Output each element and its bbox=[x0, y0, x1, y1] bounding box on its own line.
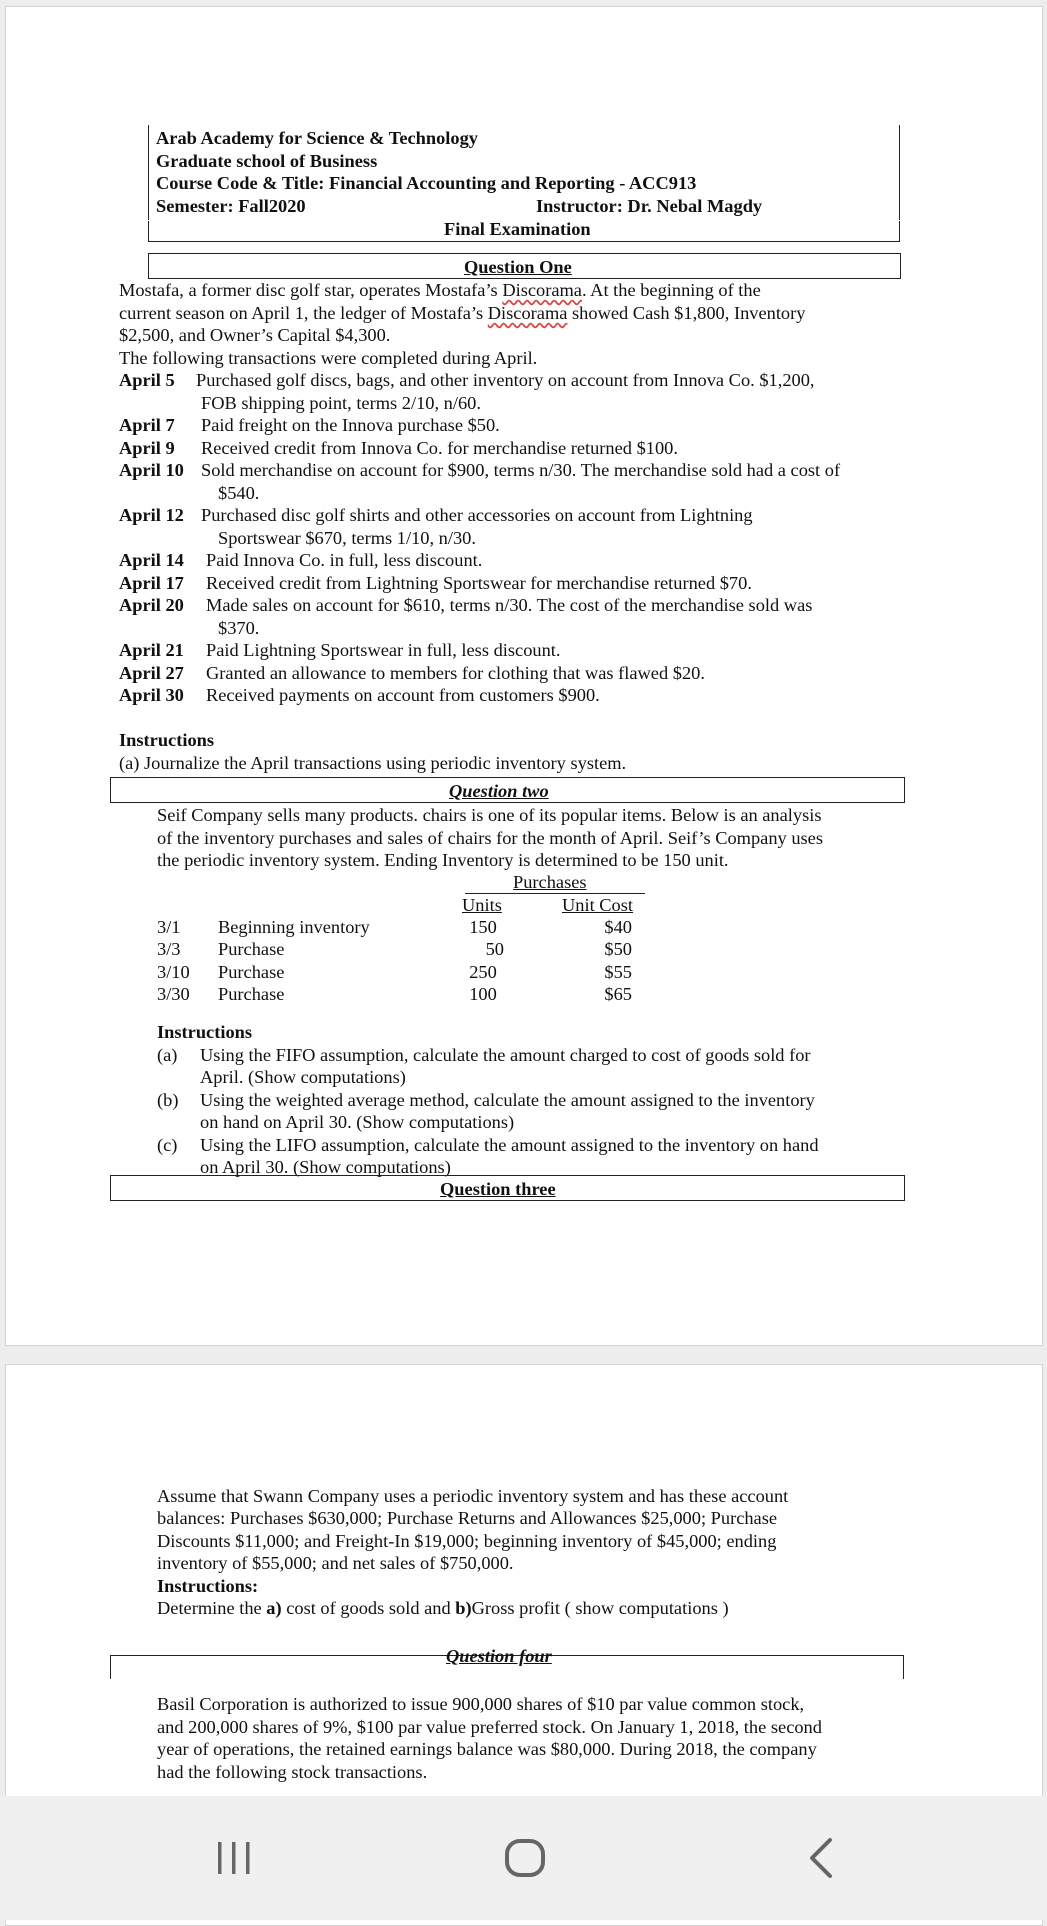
tx-text: Purchased golf discs, bags, and other inventory on account from Innova Co. $1,200, bbox=[196, 370, 815, 390]
q4-body-line-4: had the following stock transactions. bbox=[157, 1762, 428, 1782]
tx-date: April 14 bbox=[119, 550, 184, 570]
header-right-border bbox=[899, 125, 900, 220]
question-three-title: Question three bbox=[440, 1179, 556, 1199]
q4-body-line-1: Basil Corporation is authorized to issue 900,000 shares of $10 par value common stock, bbox=[157, 1694, 805, 1714]
row-desc: Purchase bbox=[218, 939, 285, 959]
q2-intro-line-1: Seif Company sells many products. chairs is one of its popular items. Below is an analysis bbox=[157, 805, 822, 825]
q4-body-line-2: and 200,000 shares of 9%, $100 par value preferred stock. On January 1, 2018, the second bbox=[157, 1717, 822, 1737]
q3-body-line-3: Discounts $11,000; and Freight-In $19,000; beginning inventory of $45,000; ending bbox=[157, 1531, 777, 1551]
q1-intro-line-1: Mostafa, a former disc golf star, operates Mostafa’s Discorama. At the beginning of the bbox=[119, 280, 761, 300]
tx-date: April 7 bbox=[119, 415, 175, 435]
recent-apps-icon[interactable] bbox=[214, 1838, 254, 1878]
row-desc: Purchase bbox=[218, 962, 285, 982]
tx-date: April 30 bbox=[119, 685, 184, 705]
question-four-left-border bbox=[110, 1655, 111, 1679]
tx-date: April 5 bbox=[119, 370, 175, 390]
row-date: 3/10 bbox=[157, 962, 190, 982]
row-desc: Purchase bbox=[218, 984, 285, 1004]
q3-body-line-4: inventory of $55,000; and net sales of $750,000. bbox=[157, 1553, 514, 1573]
q2-item-label: (c) bbox=[157, 1135, 178, 1155]
tx-text: Paid Lightning Sportswear in full, less discount. bbox=[206, 640, 561, 660]
q2-item-label: (b) bbox=[157, 1090, 179, 1110]
tx-text: Sportswear $670, terms 1/10, n/30. bbox=[218, 528, 476, 548]
q2-item-text: April. (Show computations) bbox=[200, 1067, 406, 1087]
tx-date: April 20 bbox=[119, 595, 184, 615]
row-units: 250 bbox=[469, 962, 497, 982]
tx-date: April 21 bbox=[119, 640, 184, 660]
back-icon[interactable] bbox=[802, 1836, 842, 1880]
row-units: 150 bbox=[469, 917, 497, 937]
header-right-border-lower bbox=[899, 221, 900, 241]
col-unit-cost-header: Unit Cost bbox=[562, 895, 634, 915]
row-cost: $40 bbox=[604, 917, 632, 937]
question-four-title: Question four bbox=[446, 1646, 552, 1666]
tx-text: Paid Innova Co. in full, less discount. bbox=[206, 550, 483, 570]
q1-intro-line-4: The following transactions were completed during April. bbox=[119, 348, 538, 368]
q2-item-label: (a) bbox=[157, 1045, 178, 1065]
tx-date: April 27 bbox=[119, 663, 184, 683]
col-units-header: Units bbox=[462, 895, 502, 915]
question-one-title: Question One bbox=[464, 257, 572, 277]
tx-text: Granted an allowance to members for clothing that was flawed $20. bbox=[206, 663, 705, 683]
system-navigation-bar bbox=[0, 1796, 1047, 1920]
question-four-right-border bbox=[903, 1655, 904, 1679]
tx-text: Received payments on account from customers $900. bbox=[206, 685, 600, 705]
q2-item-text: Using the weighted average method, calculate the amount assigned to the inventory bbox=[200, 1090, 815, 1110]
q2-intro-line-2: of the inventory purchases and sales of chairs for the month of April. Seif’s Company uses bbox=[157, 828, 824, 848]
instructor: Instructor: Dr. Nebal Magdy bbox=[536, 196, 763, 216]
school-name: Graduate school of Business bbox=[156, 151, 378, 171]
header-left-border bbox=[148, 125, 149, 220]
tx-text: Purchased disc golf shirts and other accessories on account from Lightning bbox=[201, 505, 753, 525]
tx-date: April 12 bbox=[119, 505, 184, 525]
row-date: 3/30 bbox=[157, 984, 190, 1004]
row-date: 3/1 bbox=[157, 917, 181, 937]
q4-body-line-3: year of operations, the retained earnings balance was $80,000. During 2018, the company bbox=[157, 1739, 817, 1759]
q3-determine: Determine the a) cost of goods sold and b)Gross profit ( show computations ) bbox=[157, 1598, 729, 1618]
tx-text: Paid freight on the Innova purchase $50. bbox=[201, 415, 500, 435]
q2-item-text: on hand on April 30. (Show computations) bbox=[200, 1112, 515, 1132]
q2-item-text: Using the LIFO assumption, calculate the amount assigned to the inventory on hand bbox=[200, 1135, 819, 1155]
tx-text: Received credit from Lightning Sportswear for merchandise returned $70. bbox=[206, 573, 752, 593]
row-date: 3/3 bbox=[157, 939, 181, 959]
purchases-group-header: Purchases bbox=[513, 872, 587, 892]
tx-text: $540. bbox=[218, 483, 260, 503]
q1-intro-line-2: current season on April 1, the ledger of Mostafa’s Discorama showed Cash $1,800, Inventory bbox=[119, 303, 806, 323]
exam-title: Final Examination bbox=[444, 219, 591, 239]
row-cost: $65 bbox=[604, 984, 632, 1004]
row-cost: $50 bbox=[604, 939, 632, 959]
q3-instructions-heading: Instructions: bbox=[157, 1576, 259, 1596]
q1-intro-line-3: $2,500, and Owner’s Capital $4,300. bbox=[119, 325, 391, 345]
row-units: 100 bbox=[469, 984, 497, 1004]
q2-item-text: on April 30. (Show computations) bbox=[200, 1157, 451, 1177]
q2-intro-line-3: the periodic inventory system. Ending Inventory is determined to be 150 unit. bbox=[157, 850, 729, 870]
header-left-border-lower bbox=[148, 221, 149, 241]
row-desc: Beginning inventory bbox=[218, 917, 370, 937]
header-bottom-rule bbox=[148, 241, 900, 242]
q1-instruction-a: (a) Journalize the April transactions using periodic inventory system. bbox=[119, 753, 627, 773]
exam-page-1 bbox=[5, 6, 1043, 1346]
row-units: 50 bbox=[485, 939, 504, 959]
tx-date: April 9 bbox=[119, 438, 175, 458]
course-title: Course Code & Title: Financial Accounting and Reporting - ACC913 bbox=[156, 173, 697, 193]
tx-date: April 17 bbox=[119, 573, 184, 593]
tx-text: Sold merchandise on account for $900, terms n/30. The merchandise sold had a cost of bbox=[201, 460, 841, 480]
q1-instructions-heading: Instructions bbox=[119, 730, 215, 750]
tx-text: Received credit from Innova Co. for merchandise returned $100. bbox=[201, 438, 678, 458]
tx-text: $370. bbox=[218, 618, 260, 638]
q3-body-line-2: balances: Purchases $630,000; Purchase Returns and Allowances $25,000; Purchase bbox=[157, 1508, 778, 1528]
semester: Semester: Fall2020 bbox=[156, 196, 306, 216]
institution-name: Arab Academy for Science & Technology bbox=[156, 128, 478, 148]
q2-instructions-heading: Instructions bbox=[157, 1022, 253, 1042]
home-icon[interactable] bbox=[503, 1836, 547, 1880]
tx-date: April 10 bbox=[119, 460, 184, 480]
row-cost: $55 bbox=[604, 962, 632, 982]
q2-item-text: Using the FIFO assumption, calculate the amount charged to cost of goods sold for bbox=[200, 1045, 811, 1065]
tx-text: Made sales on account for $610, terms n/30. The cost of the merchandise sold was bbox=[206, 595, 813, 615]
q3-body-line-1: Assume that Swann Company uses a periodic inventory system and has these account bbox=[157, 1486, 789, 1506]
tx-text: FOB shipping point, terms 2/10, n/60. bbox=[201, 393, 481, 413]
question-two-title: Question two bbox=[449, 781, 549, 801]
